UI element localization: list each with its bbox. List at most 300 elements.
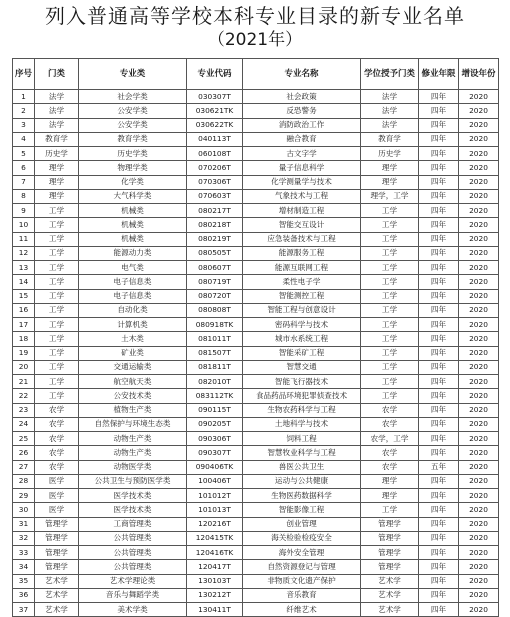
cell-major-code: 120417T bbox=[187, 560, 243, 574]
cell-major-name: 智慧交通 bbox=[243, 360, 361, 374]
cell-year-added: 2020 bbox=[459, 175, 499, 189]
cell-category: 艺术学 bbox=[35, 574, 79, 588]
cell-duration: 四年 bbox=[419, 375, 459, 389]
cell-index: 14 bbox=[13, 275, 35, 289]
cell-degree-category: 工学 bbox=[361, 375, 419, 389]
cell-major-class: 交通运输类 bbox=[79, 360, 187, 374]
cell-major-code: 040113T bbox=[187, 132, 243, 146]
table-row bbox=[13, 147, 499, 161]
cell-year-added: 2020 bbox=[459, 517, 499, 531]
cell-major-class: 能源动力类 bbox=[79, 246, 187, 260]
table-row bbox=[13, 289, 499, 303]
cell-degree-category: 理学，工学 bbox=[361, 189, 419, 203]
cell-major-name: 智能交互设计 bbox=[243, 218, 361, 232]
cell-category: 工学 bbox=[35, 360, 79, 374]
table-row bbox=[13, 189, 499, 203]
cell-duration: 四年 bbox=[419, 275, 459, 289]
cell-major-code: 030621TK bbox=[187, 104, 243, 118]
header-index: 序号 bbox=[13, 59, 35, 90]
cell-category: 农学 bbox=[35, 460, 79, 474]
cell-duration: 四年 bbox=[419, 147, 459, 161]
cell-major-name: 生物农药科学与工程 bbox=[243, 403, 361, 417]
cell-category: 法学 bbox=[35, 104, 79, 118]
cell-degree-category: 法学 bbox=[361, 90, 419, 104]
cell-year-added: 2020 bbox=[459, 118, 499, 132]
cell-major-class: 音乐与舞蹈学类 bbox=[79, 588, 187, 602]
cell-major-code: 070306T bbox=[187, 175, 243, 189]
cell-duration: 四年 bbox=[419, 603, 459, 617]
cell-major-name: 生物医药数据科学 bbox=[243, 489, 361, 503]
cell-index: 12 bbox=[13, 246, 35, 260]
cell-major-code: 090406TK bbox=[187, 460, 243, 474]
cell-major-name: 智慧牧业科学与工程 bbox=[243, 446, 361, 460]
cell-year-added: 2020 bbox=[459, 318, 499, 332]
cell-major-name: 兽医公共卫生 bbox=[243, 460, 361, 474]
cell-category: 工学 bbox=[35, 261, 79, 275]
cell-year-added: 2020 bbox=[459, 204, 499, 218]
cell-major-name: 反恐警务 bbox=[243, 104, 361, 118]
header-major-code: 专业代码 bbox=[187, 59, 243, 90]
cell-major-name: 量子信息科学 bbox=[243, 161, 361, 175]
cell-duration: 四年 bbox=[419, 503, 459, 517]
cell-degree-category: 工学 bbox=[361, 318, 419, 332]
cell-index: 28 bbox=[13, 474, 35, 488]
cell-major-code: 083112TK bbox=[187, 389, 243, 403]
cell-major-class: 机械类 bbox=[79, 218, 187, 232]
cell-major-code: 080918TK bbox=[187, 318, 243, 332]
cell-major-class: 公安学类 bbox=[79, 118, 187, 132]
cell-major-code: 080720T bbox=[187, 289, 243, 303]
cell-major-name: 社会政策 bbox=[243, 90, 361, 104]
table-row bbox=[13, 417, 499, 431]
cell-category: 管理学 bbox=[35, 546, 79, 560]
table-row bbox=[13, 432, 499, 446]
cell-duration: 四年 bbox=[419, 303, 459, 317]
table-row bbox=[13, 118, 499, 132]
cell-degree-category: 工学 bbox=[361, 289, 419, 303]
cell-degree-category: 农学，工学 bbox=[361, 432, 419, 446]
cell-category: 管理学 bbox=[35, 531, 79, 545]
cell-category: 农学 bbox=[35, 417, 79, 431]
cell-category: 工学 bbox=[35, 232, 79, 246]
cell-category: 艺术学 bbox=[35, 588, 79, 602]
cell-index: 22 bbox=[13, 389, 35, 403]
cell-major-class: 动物生产类 bbox=[79, 432, 187, 446]
cell-degree-category: 历史学 bbox=[361, 147, 419, 161]
cell-major-class: 公共管理类 bbox=[79, 531, 187, 545]
table-row bbox=[13, 531, 499, 545]
cell-major-code: 120415TK bbox=[187, 531, 243, 545]
cell-degree-category: 工学 bbox=[361, 346, 419, 360]
table-header-row bbox=[13, 59, 499, 90]
cell-major-code: 081507T bbox=[187, 346, 243, 360]
table-row bbox=[13, 332, 499, 346]
table-row bbox=[13, 161, 499, 175]
cell-major-class: 美术学类 bbox=[79, 603, 187, 617]
cell-major-name: 海关检验检疫安全 bbox=[243, 531, 361, 545]
cell-major-name: 饲料工程 bbox=[243, 432, 361, 446]
cell-index: 33 bbox=[13, 546, 35, 560]
cell-index: 4 bbox=[13, 132, 35, 146]
cell-index: 20 bbox=[13, 360, 35, 374]
cell-duration: 四年 bbox=[419, 560, 459, 574]
cell-duration: 四年 bbox=[419, 132, 459, 146]
cell-major-class: 医学技术类 bbox=[79, 489, 187, 503]
cell-major-name: 消防政治工作 bbox=[243, 118, 361, 132]
cell-duration: 四年 bbox=[419, 546, 459, 560]
cell-major-class: 工商管理类 bbox=[79, 517, 187, 531]
table-row bbox=[13, 489, 499, 503]
cell-year-added: 2020 bbox=[459, 303, 499, 317]
cell-major-class: 动物生产类 bbox=[79, 446, 187, 460]
cell-major-class: 公安学类 bbox=[79, 104, 187, 118]
table-row bbox=[13, 175, 499, 189]
cell-duration: 四年 bbox=[419, 261, 459, 275]
cell-major-class: 社会学类 bbox=[79, 90, 187, 104]
cell-major-class: 航空航天类 bbox=[79, 375, 187, 389]
cell-degree-category: 工学 bbox=[361, 246, 419, 260]
cell-degree-category: 艺术学 bbox=[361, 574, 419, 588]
header-major-class: 专业类 bbox=[79, 59, 187, 90]
cell-year-added: 2020 bbox=[459, 389, 499, 403]
cell-major-code: 080808T bbox=[187, 303, 243, 317]
cell-duration: 四年 bbox=[419, 175, 459, 189]
cell-category: 法学 bbox=[35, 118, 79, 132]
cell-major-name: 运动与公共健康 bbox=[243, 474, 361, 488]
header-major-name: 专业名称 bbox=[243, 59, 361, 90]
cell-category: 理学 bbox=[35, 189, 79, 203]
cell-year-added: 2020 bbox=[459, 503, 499, 517]
cell-category: 农学 bbox=[35, 432, 79, 446]
cell-major-name: 气象技术与工程 bbox=[243, 189, 361, 203]
cell-index: 37 bbox=[13, 603, 35, 617]
table-row bbox=[13, 104, 499, 118]
cell-year-added: 2020 bbox=[459, 261, 499, 275]
cell-year-added: 2020 bbox=[459, 546, 499, 560]
cell-year-added: 2020 bbox=[459, 161, 499, 175]
table-row bbox=[13, 588, 499, 602]
document-subtitle: （2021年） bbox=[207, 30, 303, 50]
cell-major-name: 能源服务工程 bbox=[243, 246, 361, 260]
cell-duration: 四年 bbox=[419, 90, 459, 104]
cell-index: 18 bbox=[13, 332, 35, 346]
cell-major-code: 082010T bbox=[187, 375, 243, 389]
cell-year-added: 2020 bbox=[459, 588, 499, 602]
cell-duration: 四年 bbox=[419, 218, 459, 232]
cell-degree-category: 农学 bbox=[361, 460, 419, 474]
table-row bbox=[13, 503, 499, 517]
cell-duration: 四年 bbox=[419, 289, 459, 303]
cell-category: 工学 bbox=[35, 204, 79, 218]
cell-index: 13 bbox=[13, 261, 35, 275]
cell-major-code: 080719T bbox=[187, 275, 243, 289]
cell-major-class: 机械类 bbox=[79, 204, 187, 218]
cell-index: 15 bbox=[13, 289, 35, 303]
cell-degree-category: 教育学 bbox=[361, 132, 419, 146]
cell-duration: 四年 bbox=[419, 189, 459, 203]
cell-degree-category: 理学 bbox=[361, 489, 419, 503]
cell-degree-category: 工学 bbox=[361, 389, 419, 403]
cell-year-added: 2020 bbox=[459, 275, 499, 289]
cell-duration: 四年 bbox=[419, 332, 459, 346]
cell-major-code: 120416TK bbox=[187, 546, 243, 560]
cell-year-added: 2020 bbox=[459, 560, 499, 574]
cell-major-code: 080219T bbox=[187, 232, 243, 246]
cell-major-code: 070206T bbox=[187, 161, 243, 175]
table-row bbox=[13, 232, 499, 246]
cell-major-name: 化学测量学与技术 bbox=[243, 175, 361, 189]
cell-duration: 四年 bbox=[419, 318, 459, 332]
cell-category: 医学 bbox=[35, 503, 79, 517]
table-row bbox=[13, 446, 499, 460]
cell-duration: 四年 bbox=[419, 104, 459, 118]
cell-degree-category: 法学 bbox=[361, 104, 419, 118]
table-row bbox=[13, 318, 499, 332]
table-row bbox=[13, 246, 499, 260]
cell-major-code: 130103T bbox=[187, 574, 243, 588]
cell-degree-category: 理学 bbox=[361, 474, 419, 488]
cell-major-code: 101013T bbox=[187, 503, 243, 517]
cell-duration: 五年 bbox=[419, 460, 459, 474]
cell-year-added: 2020 bbox=[459, 132, 499, 146]
cell-duration: 四年 bbox=[419, 389, 459, 403]
cell-major-code: 090115T bbox=[187, 403, 243, 417]
cell-major-code: 060108T bbox=[187, 147, 243, 161]
table-row bbox=[13, 346, 499, 360]
cell-year-added: 2020 bbox=[459, 603, 499, 617]
cell-major-name: 智能工程与创意设计 bbox=[243, 303, 361, 317]
cell-duration: 四年 bbox=[419, 417, 459, 431]
cell-category: 教育学 bbox=[35, 132, 79, 146]
table-row bbox=[13, 261, 499, 275]
cell-duration: 四年 bbox=[419, 232, 459, 246]
table-row bbox=[13, 303, 499, 317]
cell-degree-category: 管理学 bbox=[361, 531, 419, 545]
cell-major-name: 自然资源登记与管理 bbox=[243, 560, 361, 574]
cell-degree-category: 工学 bbox=[361, 218, 419, 232]
cell-duration: 四年 bbox=[419, 588, 459, 602]
header-degree-category: 学位授予门类 bbox=[361, 59, 419, 90]
cell-major-name: 智能测控工程 bbox=[243, 289, 361, 303]
cell-major-code: 101012T bbox=[187, 489, 243, 503]
cell-index: 34 bbox=[13, 560, 35, 574]
cell-degree-category: 工学 bbox=[361, 204, 419, 218]
cell-major-class: 电气类 bbox=[79, 261, 187, 275]
cell-major-class: 医学技术类 bbox=[79, 503, 187, 517]
cell-category: 医学 bbox=[35, 489, 79, 503]
cell-major-class: 自动化类 bbox=[79, 303, 187, 317]
cell-year-added: 2020 bbox=[459, 147, 499, 161]
cell-major-name: 纤维艺术 bbox=[243, 603, 361, 617]
cell-year-added: 2020 bbox=[459, 474, 499, 488]
cell-year-added: 2020 bbox=[459, 218, 499, 232]
cell-index: 31 bbox=[13, 517, 35, 531]
cell-index: 25 bbox=[13, 432, 35, 446]
cell-major-class: 矿业类 bbox=[79, 346, 187, 360]
cell-major-code: 080505T bbox=[187, 246, 243, 260]
cell-duration: 四年 bbox=[419, 403, 459, 417]
cell-category: 工学 bbox=[35, 303, 79, 317]
cell-degree-category: 管理学 bbox=[361, 517, 419, 531]
cell-index: 32 bbox=[13, 531, 35, 545]
cell-year-added: 2020 bbox=[459, 232, 499, 246]
table-row bbox=[13, 375, 499, 389]
cell-index: 26 bbox=[13, 446, 35, 460]
cell-major-class: 植物生产类 bbox=[79, 403, 187, 417]
table-row bbox=[13, 90, 499, 104]
cell-index: 6 bbox=[13, 161, 35, 175]
cell-index: 2 bbox=[13, 104, 35, 118]
cell-major-code: 081011T bbox=[187, 332, 243, 346]
cell-category: 工学 bbox=[35, 389, 79, 403]
table-row bbox=[13, 460, 499, 474]
cell-category: 工学 bbox=[35, 275, 79, 289]
cell-major-name: 能源互联网工程 bbox=[243, 261, 361, 275]
cell-major-code: 080217T bbox=[187, 204, 243, 218]
cell-year-added: 2020 bbox=[459, 375, 499, 389]
cell-major-name: 柔性电子学 bbox=[243, 275, 361, 289]
cell-major-class: 公共管理类 bbox=[79, 560, 187, 574]
cell-major-code: 090307T bbox=[187, 446, 243, 460]
table-row bbox=[13, 474, 499, 488]
cell-category: 历史学 bbox=[35, 147, 79, 161]
cell-category: 农学 bbox=[35, 403, 79, 417]
cell-category: 艺术学 bbox=[35, 603, 79, 617]
cell-year-added: 2020 bbox=[459, 432, 499, 446]
cell-index: 29 bbox=[13, 489, 35, 503]
cell-major-code: 081811T bbox=[187, 360, 243, 374]
cell-degree-category: 理学 bbox=[361, 161, 419, 175]
cell-degree-category: 农学 bbox=[361, 446, 419, 460]
cell-major-class: 公共卫生与预防医学类 bbox=[79, 474, 187, 488]
header-duration: 修业年限 bbox=[419, 59, 459, 90]
cell-duration: 四年 bbox=[419, 531, 459, 545]
cell-year-added: 2020 bbox=[459, 346, 499, 360]
cell-degree-category: 工学 bbox=[361, 232, 419, 246]
cell-major-class: 自然保护与环境生态类 bbox=[79, 417, 187, 431]
cell-index: 7 bbox=[13, 175, 35, 189]
cell-major-code: 030622TK bbox=[187, 118, 243, 132]
cell-duration: 四年 bbox=[419, 474, 459, 488]
cell-category: 理学 bbox=[35, 175, 79, 189]
table-row bbox=[13, 218, 499, 232]
cell-major-name: 智能飞行器技术 bbox=[243, 375, 361, 389]
cell-major-name: 智能采矿工程 bbox=[243, 346, 361, 360]
cell-major-class: 化学类 bbox=[79, 175, 187, 189]
cell-index: 10 bbox=[13, 218, 35, 232]
majors-table bbox=[12, 58, 499, 617]
cell-major-code: 080607T bbox=[187, 261, 243, 275]
cell-major-code: 120216T bbox=[187, 517, 243, 531]
cell-category: 管理学 bbox=[35, 517, 79, 531]
cell-degree-category: 工学 bbox=[361, 303, 419, 317]
cell-major-class: 土木类 bbox=[79, 332, 187, 346]
cell-degree-category: 工学 bbox=[361, 332, 419, 346]
cell-category: 工学 bbox=[35, 246, 79, 260]
cell-degree-category: 工学 bbox=[361, 275, 419, 289]
cell-category: 工学 bbox=[35, 346, 79, 360]
cell-degree-category: 工学 bbox=[361, 261, 419, 275]
cell-index: 1 bbox=[13, 90, 35, 104]
cell-index: 11 bbox=[13, 232, 35, 246]
cell-degree-category: 艺术学 bbox=[361, 603, 419, 617]
cell-category: 理学 bbox=[35, 161, 79, 175]
cell-degree-category: 农学 bbox=[361, 403, 419, 417]
cell-major-class: 计算机类 bbox=[79, 318, 187, 332]
cell-major-class: 机械类 bbox=[79, 232, 187, 246]
cell-index: 36 bbox=[13, 588, 35, 602]
table-row bbox=[13, 360, 499, 374]
cell-year-added: 2020 bbox=[459, 360, 499, 374]
cell-year-added: 2020 bbox=[459, 104, 499, 118]
cell-major-name: 智能影像工程 bbox=[243, 503, 361, 517]
cell-duration: 四年 bbox=[419, 118, 459, 132]
cell-year-added: 2020 bbox=[459, 531, 499, 545]
cell-major-name: 创业管理 bbox=[243, 517, 361, 531]
cell-major-code: 090306T bbox=[187, 432, 243, 446]
table-row bbox=[13, 403, 499, 417]
cell-year-added: 2020 bbox=[459, 289, 499, 303]
cell-index: 35 bbox=[13, 574, 35, 588]
cell-year-added: 2020 bbox=[459, 417, 499, 431]
cell-index: 24 bbox=[13, 417, 35, 431]
cell-major-class: 电子信息类 bbox=[79, 289, 187, 303]
cell-major-class: 电子信息类 bbox=[79, 275, 187, 289]
cell-duration: 四年 bbox=[419, 517, 459, 531]
cell-degree-category: 农学 bbox=[361, 417, 419, 431]
header-category: 门类 bbox=[35, 59, 79, 90]
cell-category: 工学 bbox=[35, 375, 79, 389]
table-row bbox=[13, 546, 499, 560]
cell-degree-category: 管理学 bbox=[361, 560, 419, 574]
cell-degree-category: 管理学 bbox=[361, 546, 419, 560]
cell-category: 工学 bbox=[35, 318, 79, 332]
cell-index: 21 bbox=[13, 375, 35, 389]
cell-degree-category: 法学 bbox=[361, 118, 419, 132]
cell-year-added: 2020 bbox=[459, 460, 499, 474]
cell-major-class: 历史学类 bbox=[79, 147, 187, 161]
cell-duration: 四年 bbox=[419, 446, 459, 460]
cell-index: 16 bbox=[13, 303, 35, 317]
cell-major-class: 动物医学类 bbox=[79, 460, 187, 474]
cell-index: 17 bbox=[13, 318, 35, 332]
cell-major-name: 海外安全管理 bbox=[243, 546, 361, 560]
document-title: 列入普通高等学校本科专业目录的新专业名单 bbox=[45, 4, 465, 28]
cell-major-class: 艺术学理论类 bbox=[79, 574, 187, 588]
cell-index: 19 bbox=[13, 346, 35, 360]
cell-year-added: 2020 bbox=[459, 574, 499, 588]
cell-major-class: 大气科学类 bbox=[79, 189, 187, 203]
table-row bbox=[13, 517, 499, 531]
cell-major-code: 080218T bbox=[187, 218, 243, 232]
cell-category: 医学 bbox=[35, 474, 79, 488]
table-row bbox=[13, 132, 499, 146]
cell-index: 3 bbox=[13, 118, 35, 132]
cell-year-added: 2020 bbox=[459, 446, 499, 460]
cell-major-name: 非物质文化遗产保护 bbox=[243, 574, 361, 588]
cell-index: 23 bbox=[13, 403, 35, 417]
cell-major-code: 090205T bbox=[187, 417, 243, 431]
table-row bbox=[13, 574, 499, 588]
cell-category: 工学 bbox=[35, 218, 79, 232]
cell-degree-category: 工学 bbox=[361, 503, 419, 517]
cell-duration: 四年 bbox=[419, 246, 459, 260]
cell-major-code: 130411T bbox=[187, 603, 243, 617]
cell-degree-category: 工学 bbox=[361, 360, 419, 374]
table-row bbox=[13, 603, 499, 617]
cell-year-added: 2020 bbox=[459, 332, 499, 346]
cell-duration: 四年 bbox=[419, 360, 459, 374]
